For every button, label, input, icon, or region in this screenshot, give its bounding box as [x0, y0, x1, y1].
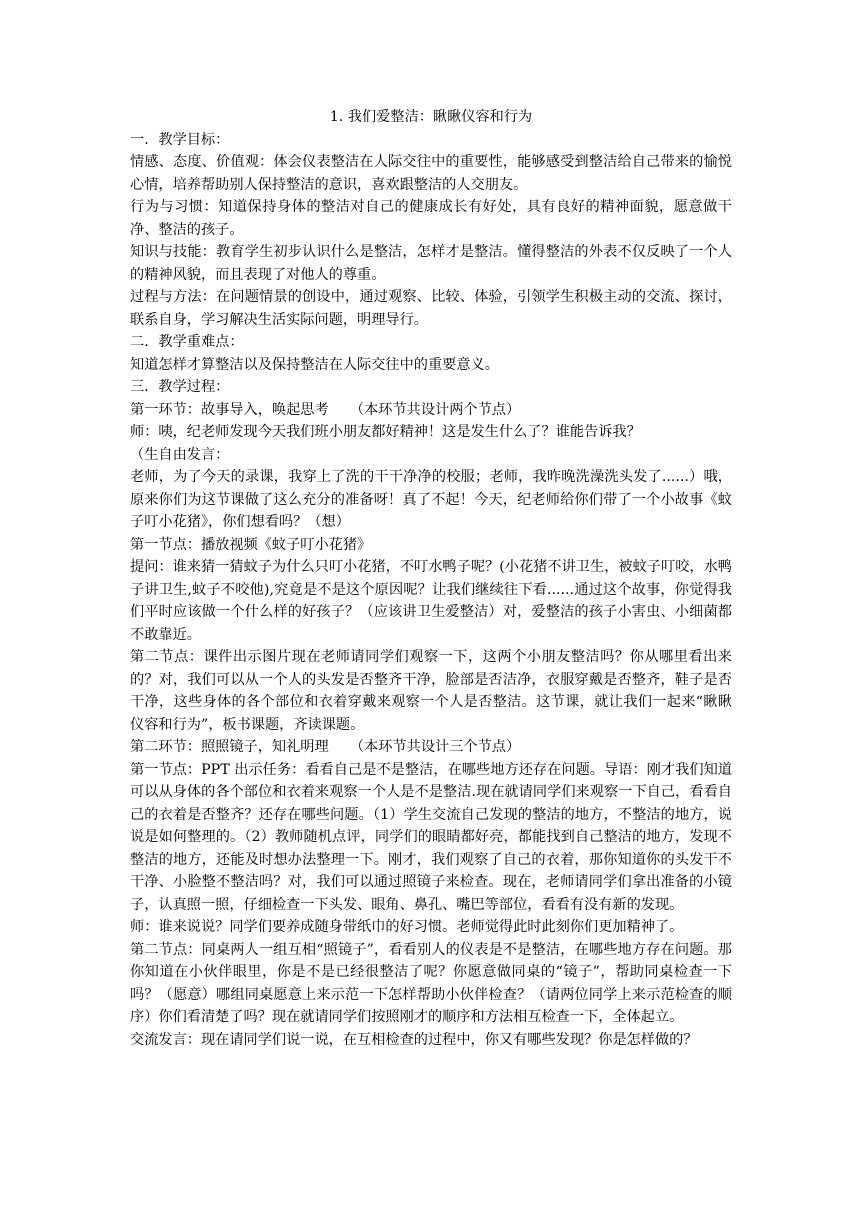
paragraph-node-two-pictures: 第二节点：课件出示图片现在老师请同学们观察一下，这两个小朋友整洁吗？你从哪里看出来的？对，我们可以从一个人的头发是否整齐干净，脸部是否洁净，衣服穿戴是否整齐，鞋子是否干净，这些身体的各个部位和衣着穿戴来观察一个人是否整洁。这节课，就让我们一起来“瞅瞅仪容和行为”，板书课题，齐读课题。: [130, 649, 732, 733]
section-heading-objectives: 一．教学目标：: [130, 131, 230, 148]
paragraph-exchange: 交流发言：现在请同学们说一说，在互相检查的过程中，你又有哪些发现？你是怎样做的？: [130, 1031, 698, 1048]
paragraph-stage-one-heading: 第一环节：故事导入，唤起思考 （本环节共设计两个节点）: [130, 401, 521, 418]
paragraph-teacher-intro: 师：咦，纪老师发现今天我们班小朋友都好精神！这是发生什么了？谁能告诉我？: [130, 424, 641, 440]
section-heading-process: 三．教学过程：: [130, 379, 230, 395]
document-page: [130, 106, 732, 1051]
paragraph-stage-two-heading: 第二环节：照照镜子，知礼明理 （本环节共设计三个节点）: [130, 739, 521, 755]
paragraph-question: 提问：谁来猜一猜蚊子为什么只叮小花猪，不叮水鸭子呢？(小花猪不讲卫生，被蚊子叮咬，水鸭子讲卫生,蚊子不咬他),究竟是不是这个原因呢？让我们继续往下看......通过这个故事，你觉得我们平时应该做一个什么样的好孩子？（应该讲卫生爱整洁）对，爱整洁的孩子小害虫、小细菌都不敢靠近。: [130, 559, 732, 643]
paragraph-teacher-comment: 师：谁来说说？同学们要养成随身带纸巾的好习惯。老师觉得此时此刻你们更加精神了。: [130, 919, 684, 935]
document-title: 1. 我们爱整洁：瞅瞅仪容和行为: [329, 109, 533, 125]
paragraph-student-speech: （生自由发言：: [130, 446, 230, 463]
section-heading-key-points: 二．教学重难点：: [130, 334, 244, 350]
paragraph-student-answers: 老师，为了今天的录课，我穿上了洗的干干净净的校服；老师，我昨晚洗澡洗头发了......）哦，原来你们为这节课做了这么充分的准备呀！真了不起！今天，纪老师给你们带了一个小故事《蚊子叮小花猪》，你们想看吗？（想）: [130, 469, 732, 530]
paragraph-process-method: 过程与方法：在问题情景的创设中，通过观察、比较、体验，引领学生积极主动的交流、探讨，联系自身，学习解决生活实际问题，明理导行。: [130, 289, 732, 328]
paragraph-node-one-ppt: 第一节点：PPT 出示任务：看看自己是不是整洁，在哪些地方还存在问题。导语：刚才我们知道可以从身体的各个部位和衣着来观察一个人是不是整洁.现在就请同学们来观察一下自己，看看自己的衣着是否整齐？还存在哪些问题。（1）学生交流自己发现的整洁的地方，不整洁的地方，说说是如何整理的。（2）教师随机点评，同学们的眼睛都好亮，都能找到自己整洁的地方，发现不整洁的地方，还能及时想办法整理一下。刚才，我们观察了自己的衣着，那你知道你的头发干不干净、小脸整不整洁吗？对，我们可以通过照镜子来检查。现在，老师请同学们拿出准备的小镜子，认真照一照，仔细检查一下头发、眼角、鼻孔、嘴巴等部位，看看有没有新的发现。: [130, 761, 732, 913]
paragraph-emotion-attitude: 情感、态度、价值观：体会仪表整洁在人际交往中的重要性，能够感受到整洁给自己带来的愉悦心情，培养帮助别人保持整洁的意识，喜欢跟整洁的人交朋友。: [130, 154, 732, 193]
paragraph-behavior-habit: 行为与习惯：知道保持身体的整洁对自己的健康成长有好处，具有良好的精神面貌，愿意做干净、整洁的孩子。: [130, 199, 732, 238]
paragraph-node-two-mirror: 第二节点：同桌两人一组互相“照镜子”，看看别人的仪表是不是整洁，在哪些地方存在问题。那你知道在小伙伴眼里，你是不是已经很整洁了呢？你愿意做同桌的“镜子”，帮助同桌检查一下吗？（愿意）哪组同桌愿意上来示范一下怎样帮助小伙伴检查？（请两位同学上来示范检查的顺序）你们看清楚了吗？现在就请同学们按照刚才的顺序和方法相互检查一下，全体起立。: [130, 941, 732, 1025]
paragraph-key-points: 知道怎样才算整洁以及保持整洁在人际交往中的重要意义。: [130, 356, 499, 373]
paragraph-node-one-video: 第一节点：播放视频《蚊子叮小花猪》: [130, 536, 372, 553]
paragraph-knowledge-skill: 知识与技能：教育学生初步认识什么是整洁，怎样才是整洁。懂得整洁的外表不仅反映了一个人的精神风貌，而且表现了对他人的尊重。: [130, 244, 732, 283]
